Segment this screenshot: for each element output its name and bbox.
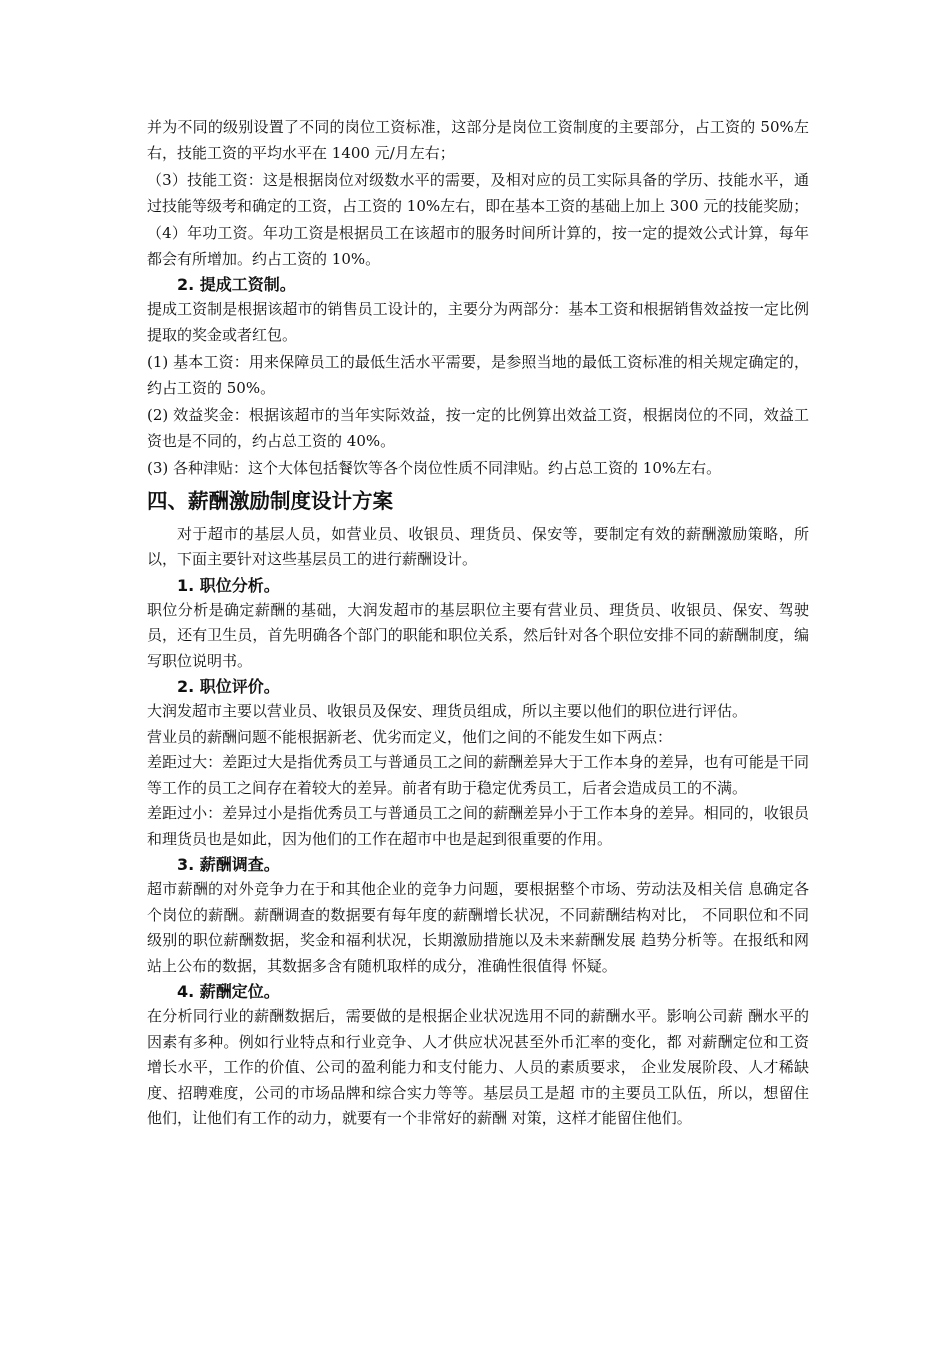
paragraph-basic-wage: (1) 基本工资：用来保障员工的最低生活水平需要，是参照当地的最低工资标准的相关规定确定的，约占工资的 50%。 (147, 353, 809, 397)
paragraph-allowances: (3) 各种津贴：这个大体包括餐饮等各个岗位性质不同津贴。约占总工资的 10%左右。 (147, 459, 722, 477)
paragraph-incentive-intro: 对于超市的基层人员，如营业员、收银员、理货员、保安等，要制定有效的薪酬激励策略，所以，下面主要针对这些基层员工的进行薪酬设计。 (147, 524, 809, 568)
paragraph-gap-too-small: 差距过小：差异过小是指优秀员工与普通员工之间的薪酬差异小于工作本身的差异。相同的，收银员和理货员也是如此，因为他们的工作在超市中也是起到很重要的作用。 (147, 804, 809, 848)
section-heading-incentive-design: 四、薪酬激励制度设计方案 (147, 488, 393, 513)
subheading-job-evaluation: 2. 职位评价。 (177, 677, 280, 696)
paragraph-salary-positioning: 在分析同行业的薪酬数据后，需要做的是根据企业状况选用不同的薪酬水平。影响公司薪 酬水平的因素有多种。例如行业特点和行业竞争、人才供应状况甚至外币汇率的变化，都 对薪酬定位和工资增长水平，工作的价值、公司的盈利能力和支付能力、人员的素质要求， 企业发展阶段、人才稀缺度、招聘难度，公司的市场品牌和综合实力等等。基层员工是超 市的主要员工队伍，所以，想留住他们，让他们有工作的动力，就要有一个非常好的薪酬 对策，这样才能留住他们。 (147, 1007, 809, 1127)
subheading-salary-positioning: 4. 薪酬定位。 (177, 982, 280, 1001)
paragraph-performance-bonus: (2) 效益奖金：根据该超市的当年实际效益，按一定的比例算出效益工资，根据岗位的不同，效益工资也是不同的，约占总工资的 40%。 (147, 406, 809, 450)
paragraph-skill-wage: （3）技能工资：这是根据岗位对级数水平的需要，及相对应的员工实际具备的学历、技能水平，通过技能等级考和确定的工资，占工资的 10%左右，即在基本工资的基础上加上 300 元的技能奖励； (147, 171, 809, 215)
paragraph-sales-staff-pay: 营业员的薪酬问题不能根据新老、优劣而定义，他们之间的不能发生如下两点： (147, 727, 673, 746)
document-body (147, 115, 809, 1132)
paragraph-post-wage-intro: 并为不同的级别设置了不同的岗位工资标准，这部分是岗位工资制度的主要部分，占工资的 50%左右，技能工资的平均水平在 1400 元/月左右； (147, 118, 809, 162)
paragraph-job-analysis: 职位分析是确定薪酬的基础，大润发超市的基层职位主要有营业员、理货员、收银员、保安、驾驶员，还有卫生员，首先明确各个部门的职能和职位关系，然后针对各个职位安排不同的薪酬制度，编写职位说明书。 (147, 600, 809, 670)
subheading-commission-wage: 2. 提成工资制。 (177, 275, 296, 294)
paragraph-commission-intro: 提成工资制是根据该超市的销售员工设计的，主要分为两部分：基本工资和根据销售效益按一定比例提取的奖金或者红包。 (147, 300, 809, 344)
paragraph-job-evaluation: 大润发超市主要以营业员、收银员及保安、理货员组成，所以主要以他们的职位进行评估。 (147, 702, 748, 720)
paragraph-seniority-wage: （4）年功工资。年功工资是根据员工在该超市的服务时间所计算的，按一定的提效公式计算，每年都会有所增加。约占工资的 10%。 (147, 224, 809, 268)
subheading-job-analysis: 1. 职位分析。 (177, 575, 280, 595)
paragraph-gap-too-large: 差距过大：差距过大是指优秀员工与普通员工之间的薪酬差异大于工作本身的差异，也有可能是干同等工作的员工之间存在着较大的差异。前者有助于稳定优秀员工，后者会造成员工的不满。 (147, 753, 809, 797)
subheading-salary-survey: 3. 薪酬调查。 (177, 855, 280, 874)
paragraph-salary-survey: 超市薪酬的对外竞争力在于和其他企业的竞争力问题，要根据整个市场、劳动法及相关信 息确定各个岗位的薪酬。薪酬调查的数据要有每年度的薪酬增长状况，不同薪酬结构对比， 不同职位和不同级别的职位薪酬数据，奖金和福利状况，长期激励措施以及未来薪酬发展 趋势分析等。在报纸和网站上公布的数据，其数据多含有随机取样的成分，准确性很值得 怀疑。 (147, 880, 809, 975)
